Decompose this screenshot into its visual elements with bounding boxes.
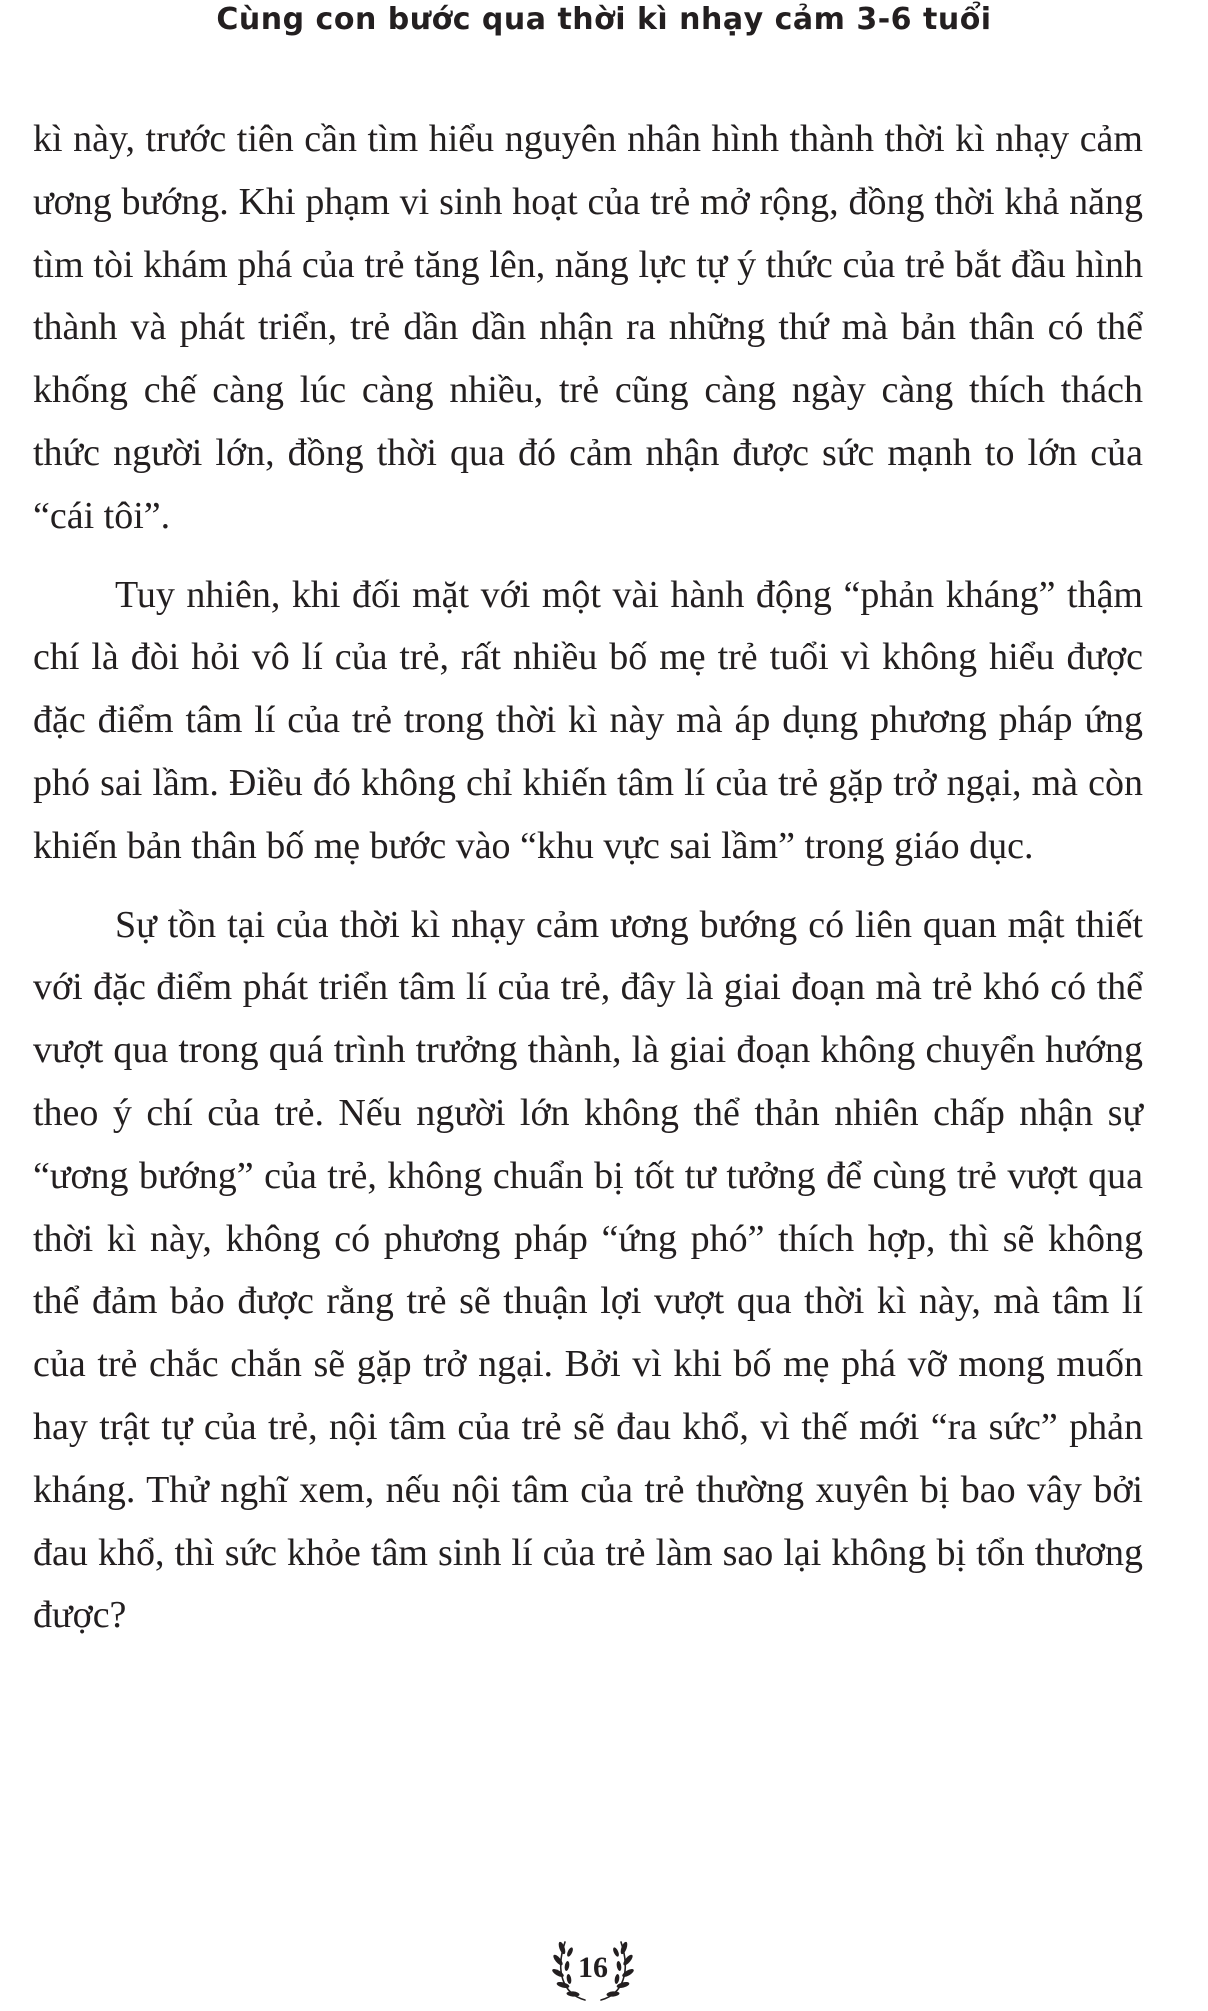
- running-header: Cùng con bước qua thời kì nhạy cảm 3-6 tuổi: [216, 2, 992, 37]
- page-number-badge: [545, 1928, 641, 2008]
- paragraph-continued: kì này, trước tiên cần tìm hiểu nguyên nhân hình thành thời kì nhạy cảm ương bướng. Khi phạm vi sinh hoạt của trẻ mở rộng, đồng thời khả năng tìm tòi khám phá của trẻ tăng lên, năng lực tự ý thức của trẻ bắt đầu hình thành và phát triển, trẻ dần dần nhận ra những thứ mà bản thân có thể khống chế càng lúc càng nhiều, trẻ cũng càng ngày càng thích thách thức người lớn, đồng thời qua đó cảm nhận được sức mạnh to lớn của “cái tôi”.: [33, 118, 1143, 537]
- paragraph: Tuy nhiên, khi đối mặt với một vài hành động “phản kháng” thậm chí là đòi hỏi vô lí của trẻ, rất nhiều bố mẹ trẻ tuổi vì không hiểu được đặc điểm tâm lí của trẻ trong thời kì này mà áp dụng phương pháp ứng phó sai lầm. Điều đó không chỉ khiến tâm lí của trẻ gặp trở ngại, mà còn khiến bản thân bố mẹ bước vào “khu vực sai lầm” trong giáo dục.: [33, 573, 1143, 867]
- page-number: 16: [578, 1951, 608, 1984]
- paragraph: Sự tồn tại của thời kì nhạy cảm ương bướng có liên quan mật thiết với đặc điểm phát triển tâm lí của trẻ, đây là giai đoạn mà trẻ khó có thể vượt qua trong quá trình trưởng thành, là giai đoạn không chuyển hướng theo ý chí của trẻ. Nếu người lớn không thể thản nhiên chấp nhận sự “ương bướng” của trẻ, không chuẩn bị tốt tư tưởng để cùng trẻ vượt qua thời kì này, không có phương pháp “ứng phó” thích hợp, thì sẽ không thể đảm bảo được rằng trẻ sẽ thuận lợi vượt qua thời kì này, mà tâm lí của trẻ chắc chắn sẽ gặp trở ngại. Bởi vì khi bố mẹ phá vỡ mong muốn hay trật tự của trẻ, nội tâm của trẻ sẽ đau khổ, vì thế mới “ra sức” phản kháng. Thử nghĩ xem, nếu nội tâm của trẻ thường xuyên bị bao vây bởi đau khổ, thì sức khỏe tâm sinh lí của trẻ làm sao lại không bị tổn thương được?: [33, 903, 1143, 1637]
- body-text: [33, 108, 1143, 1647]
